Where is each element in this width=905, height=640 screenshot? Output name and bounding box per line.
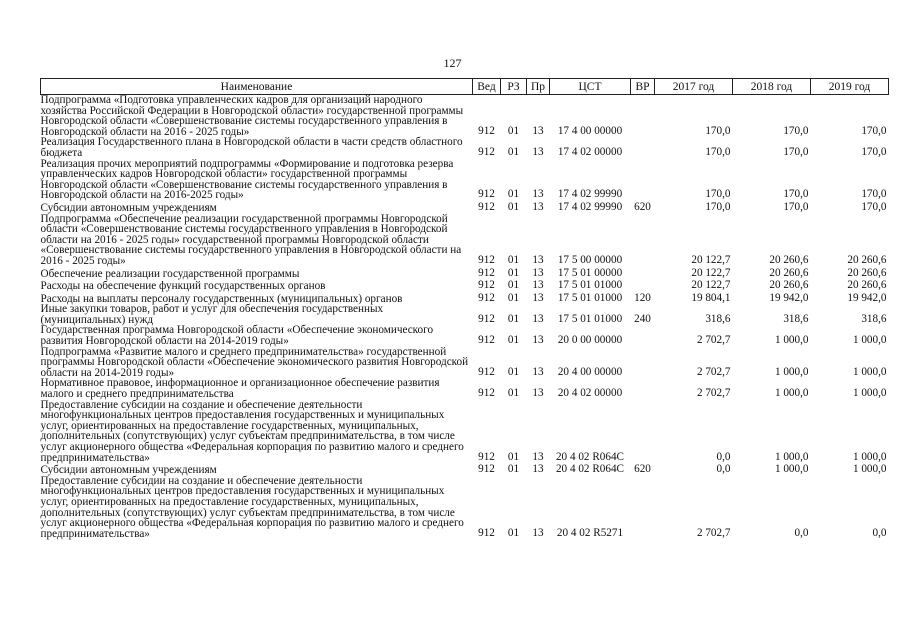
row-2018: 170,0 — [783, 200, 809, 213]
row-2018: 1 000,0 — [774, 387, 809, 400]
row-2019: 0,0 — [872, 526, 887, 539]
table-row — [41, 463, 889, 476]
row-2019: 1 000,0 — [852, 365, 887, 378]
budget-table — [40, 78, 889, 539]
row-ved: 912 — [478, 279, 495, 292]
row-cst: 17 5 01 01000 — [557, 291, 623, 304]
row-pr: 13 — [532, 334, 544, 347]
row-ved: 912 — [478, 291, 495, 304]
row-vr — [631, 159, 655, 201]
row-2019: 318,6 — [861, 312, 887, 325]
header-vr: ВР — [631, 79, 655, 95]
row-pr: 13 — [532, 463, 544, 476]
row-2018: 318,6 — [783, 312, 809, 325]
row-vr: 120 — [634, 291, 651, 304]
row-cst: 20 4 02 00000 — [557, 387, 623, 400]
row-2019: 20 260,6 — [847, 266, 887, 279]
row-2019: 170,0 — [861, 124, 887, 137]
row-pr: 13 — [532, 450, 544, 463]
row-vr: 240 — [634, 312, 651, 325]
row-2017: 20 122,7 — [691, 266, 731, 279]
row-2019: 1 000,0 — [852, 387, 887, 400]
header-2019: 2019 год — [811, 79, 889, 95]
table-row — [41, 267, 889, 280]
table-body — [41, 95, 889, 540]
table-row — [41, 347, 889, 379]
header-2018: 2018 год — [733, 79, 811, 95]
row-vr: 620 — [634, 200, 651, 213]
table-header — [41, 79, 889, 95]
row-2017: 2 702,7 — [696, 365, 731, 378]
row-2019: 170,0 — [861, 188, 887, 201]
row-ved: 912 — [478, 334, 495, 347]
header-cst: ЦСТ — [550, 79, 631, 95]
row-2019: 20 260,6 — [847, 253, 887, 266]
row-ved: 912 — [478, 450, 495, 463]
row-2019: 170,0 — [861, 200, 887, 213]
row-2017: 170,0 — [705, 200, 731, 213]
row-2017: 2 702,7 — [696, 387, 731, 400]
table-row — [41, 476, 889, 540]
row-2017: 170,0 — [705, 124, 731, 137]
row-name: Субсидии автономным учреждениям — [40, 201, 217, 214]
row-pr: 13 — [532, 145, 544, 158]
row-name: Реализация прочих мероприятий подпрограммы «Формирование и подготовка резерва управленческих кадров Новгородской области» государственной программы Новгородской области «Совершенствование системы государственного управления в Новгородской области на 2016-2025 годы» — [40, 157, 454, 202]
row-pr: 13 — [532, 200, 544, 213]
row-name: Обеспечение реализации государственной программы — [40, 267, 300, 280]
row-rz: 01 — [507, 387, 520, 400]
row-rz: 01 — [507, 312, 520, 325]
row-cst: 17 4 02 99990 — [557, 200, 623, 213]
row-2018: 1 000,0 — [774, 463, 809, 476]
row-2017: 318,6 — [705, 312, 731, 325]
row-rz: 01 — [507, 266, 520, 279]
row-rz: 01 — [507, 291, 520, 304]
row-2018: 19 942,0 — [769, 291, 809, 304]
row-name: Расходы на обеспечение функций государственных органов — [40, 280, 326, 293]
row-2018: 1 000,0 — [774, 334, 809, 347]
row-rz: 01 — [507, 450, 520, 463]
row-name: Субсидии автономным учреждениям — [40, 464, 217, 477]
row-rz: 01 — [507, 200, 520, 213]
row-pr: 13 — [532, 279, 544, 292]
header-name: Наименование — [41, 79, 473, 95]
row-cst: 20 4 02 R064C — [555, 463, 625, 476]
row-2017: 19 804,1 — [691, 291, 731, 304]
row-2019: 20 260,6 — [847, 279, 887, 292]
row-vr — [631, 476, 655, 540]
row-2017: 2 702,7 — [696, 526, 731, 539]
row-name: Подпрограмма «Обеспечение реализации государственной программы Новгородской области «Совершенствование системы государственного управления в Новгородской области на 2016 - 2025 годы» государственной программы Новгородской области «Совершенствование системы государственного управления в Новгородской области на 2016 - 2025 годы» — [40, 212, 462, 267]
table-row — [41, 159, 889, 201]
row-2019: 1 000,0 — [852, 463, 887, 476]
row-cst: 17 5 01 01000 — [557, 312, 623, 325]
row-cst: 17 5 00 00000 — [557, 253, 623, 266]
row-name: Предоставление субсидии на создание и обеспечение деятельности многофункциональных центров предоставления государственных и муниципальных услуг, ориентированных на предоставление государственных, муниципальных, дополнительных (сопутствующих) услуг субъектам предпринимательства, в том числе услуг акционерного общества «Федеральная корпорация по развитию малого и среднего предпринимательства» — [40, 474, 464, 540]
row-rz: 01 — [507, 253, 520, 266]
table-row — [41, 137, 889, 158]
page-number: 127 — [443, 56, 462, 70]
row-pr: 13 — [532, 253, 544, 266]
row-ved: 912 — [478, 387, 495, 400]
row-2019: 19 942,0 — [847, 291, 887, 304]
row-vr — [631, 400, 655, 464]
row-2018: 20 260,6 — [769, 279, 809, 292]
row-rz: 01 — [507, 279, 520, 292]
row-2018: 0,0 — [794, 526, 809, 539]
header-2017: 2017 год — [655, 79, 733, 95]
row-2018: 1 000,0 — [774, 450, 809, 463]
row-ved: 912 — [478, 266, 495, 279]
row-ved: 912 — [478, 188, 495, 201]
row-rz: 01 — [507, 365, 520, 378]
row-2017: 20 122,7 — [691, 279, 731, 292]
row-cst: 20 0 00 00000 — [557, 334, 623, 347]
row-rz: 01 — [507, 124, 520, 137]
row-cst: 17 4 00 00000 — [557, 124, 623, 137]
row-vr — [631, 214, 655, 267]
row-vr — [631, 347, 655, 379]
row-name: Предоставление субсидии на создание и обеспечение деятельности многофункциональных центров предоставления государственных и муниципальных услуг, ориентированных на предоставление государственных, муниципальных, дополнительных (сопутствующих) услуг субъектам предпринимательства, в том числе услуг акционерного общества «Федеральная корпорация по развитию малого и среднего предпринимательства» — [40, 398, 464, 464]
row-2017: 170,0 — [705, 188, 731, 201]
row-vr: 620 — [634, 463, 651, 476]
row-cst: 17 5 01 00000 — [557, 266, 623, 279]
row-cst: 17 5 01 01000 — [557, 279, 623, 292]
row-cst: 17 4 02 99990 — [557, 188, 623, 201]
row-pr: 13 — [532, 266, 544, 279]
row-ved: 912 — [478, 253, 495, 266]
row-ved: 912 — [478, 526, 495, 539]
row-2018: 170,0 — [783, 124, 809, 137]
row-rz: 01 — [507, 526, 520, 539]
row-cst: 20 4 02 R5271 — [556, 526, 624, 539]
row-pr: 13 — [532, 526, 544, 539]
row-vr — [631, 378, 655, 399]
row-name: Иные закупки товаров, работ и услуг для обеспечения государственных (муниципальных) нужд — [40, 303, 384, 326]
row-2017: 20 122,7 — [691, 253, 731, 266]
row-2018: 170,0 — [783, 188, 809, 201]
row-pr: 13 — [532, 387, 544, 400]
table-row — [41, 95, 889, 138]
header-ved: Вед — [473, 79, 501, 95]
row-name: Подпрограмма «Развитие малого и среднего предпринимательства» государственной программы Новгородской области «Обеспечение экономического развития Новгородской области на 2014-2019 годы» — [40, 345, 469, 379]
row-2019: 170,0 — [861, 145, 887, 158]
row-cst: 20 4 02 R064C — [555, 450, 625, 463]
header-pr: Пр — [527, 79, 550, 95]
row-pr: 13 — [532, 188, 544, 201]
row-2017: 170,0 — [705, 145, 731, 158]
row-pr: 13 — [532, 124, 544, 137]
row-2017: 0,0 — [716, 463, 731, 476]
row-name: Реализация Государственного плана в Новгородской области в части средств областного бюджета — [40, 136, 463, 159]
row-rz: 01 — [507, 463, 520, 476]
row-vr — [631, 95, 655, 138]
row-ved: 912 — [478, 200, 495, 213]
header-rz: РЗ — [501, 79, 527, 95]
row-ved: 912 — [478, 365, 495, 378]
table-row — [41, 201, 889, 214]
row-ved: 912 — [478, 463, 495, 476]
table-row — [41, 279, 889, 292]
row-vr — [631, 137, 655, 158]
row-ved: 912 — [478, 145, 495, 158]
table-row — [41, 400, 889, 464]
row-pr: 13 — [532, 312, 544, 325]
row-2019: 1 000,0 — [852, 334, 887, 347]
row-rz: 01 — [507, 188, 520, 201]
row-ved: 912 — [478, 312, 495, 325]
row-name: Нормативное правовое, информационное и организационное обеспечение развития малого и среднего предпринимательства — [40, 377, 440, 401]
table-row — [41, 325, 889, 346]
row-cst: 20 4 00 00000 — [557, 365, 623, 378]
row-vr — [631, 267, 655, 280]
row-2018: 170,0 — [783, 145, 809, 158]
row-name: Подпрограмма «Подготовка управленческих кадров для организаций народного хозяйства Российской Федерации в Новгородской области» государственной программы Новгородской области «Совершенствование системы государственного управления в Новгородской области на 2016 - 2025 годы» — [40, 94, 464, 138]
row-pr: 13 — [532, 291, 544, 304]
row-2017: 2 702,7 — [696, 334, 731, 347]
row-2017: 0,0 — [716, 450, 731, 463]
row-vr — [631, 279, 655, 292]
row-rz: 01 — [507, 334, 520, 347]
table-row — [41, 304, 889, 325]
row-ved: 912 — [478, 124, 495, 137]
row-vr — [631, 325, 655, 346]
table-row — [41, 378, 889, 399]
row-name: Государственная программа Новгородской области «Обеспечение экономического развития Новгородской области на 2014-2019 годы» — [40, 324, 434, 348]
row-2018: 1 000,0 — [774, 365, 809, 378]
row-2019: 1 000,0 — [852, 450, 887, 463]
row-cst: 17 4 02 00000 — [557, 145, 623, 158]
row-2018: 20 260,6 — [769, 266, 809, 279]
table-row — [41, 214, 889, 267]
row-rz: 01 — [507, 145, 520, 158]
row-pr: 13 — [532, 365, 544, 378]
row-name: Расходы на выплаты персоналу государственных (муниципальных) органов — [40, 292, 403, 305]
row-2018: 20 260,6 — [769, 253, 809, 266]
